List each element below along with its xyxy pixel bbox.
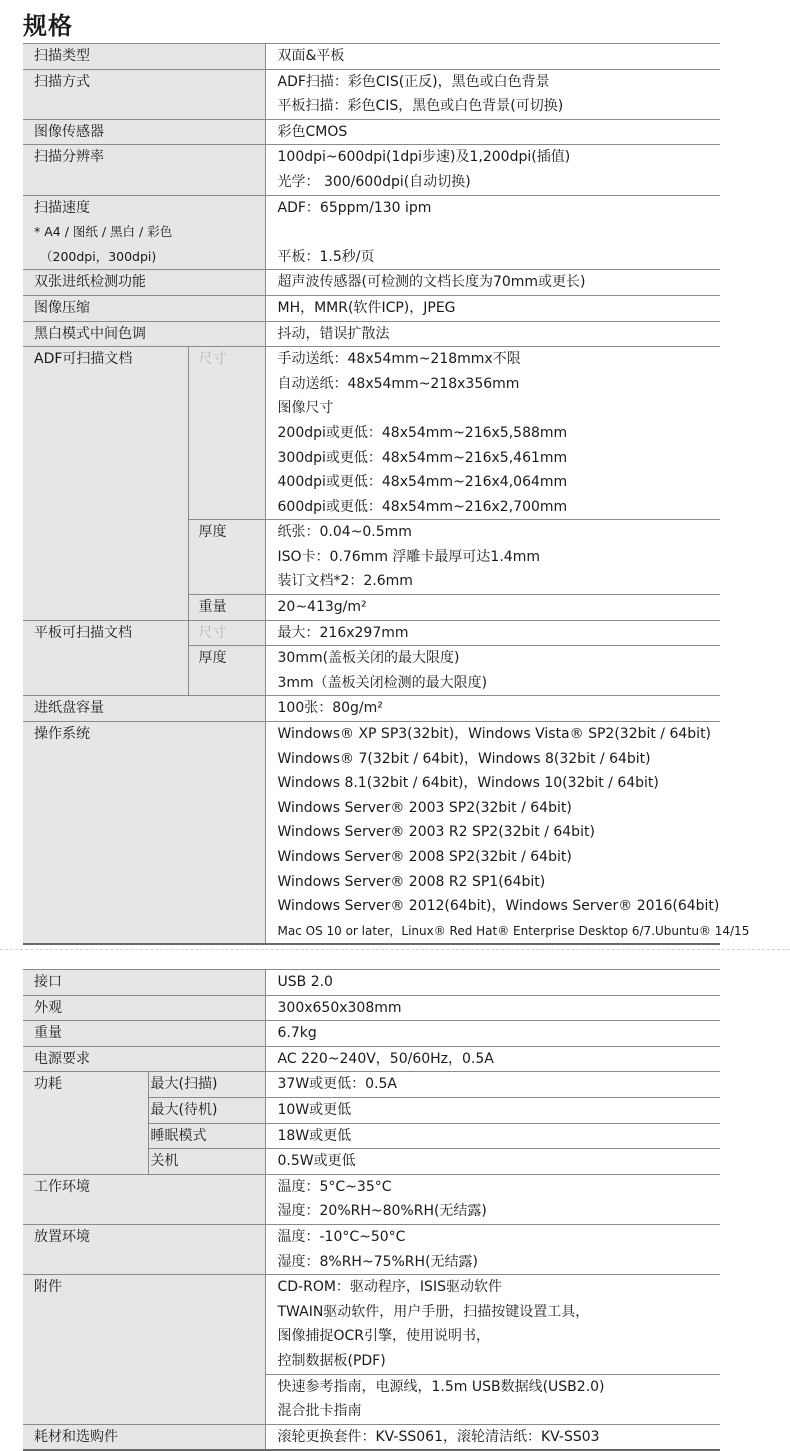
spec-value-line: 600dpi或更低：48x54mm~216x2,700mm	[277, 498, 568, 515]
spec-label: 双张进纸检测功能	[34, 274, 146, 291]
spec-value-line: 200dpi或更低：48x54mm~216x5,588mm	[277, 424, 568, 441]
spec-value-cell	[265, 1097, 720, 1123]
spec-value-line: 双面&平板	[277, 48, 345, 64]
spec-value-cell	[265, 270, 720, 296]
spec-value-line: Windows 8.1(32bit / 64bit)，Windows 10(32bit / 64bit)	[277, 775, 659, 792]
spec-value-cell	[265, 347, 720, 520]
spec-value-cell	[265, 1374, 720, 1424]
spec-label: 黑白模式中间色调	[34, 325, 146, 342]
spec-table-scanning	[23, 43, 750, 945]
spec-label: 接口	[34, 974, 62, 990]
spec-row	[23, 119, 720, 145]
spec-label: 工作环境	[34, 1178, 90, 1195]
spec-label: ADF可扫描文档	[34, 351, 133, 368]
spec-value-line: CD-ROM：驱动程序，ISIS驱动软件	[277, 1279, 502, 1296]
spec-label: 外观	[34, 999, 62, 1016]
spec-value-line: 纸张：0.04~0.5mm	[277, 524, 412, 541]
spec-label-cell	[23, 1021, 265, 1047]
spec-row	[23, 44, 720, 70]
spec-value-line: 光学： 300/600dpi(自动切换)	[277, 173, 471, 190]
spec-row-adf-size	[23, 347, 720, 520]
spec-value-line: 400dpi或更低：48x54mm~216x4,064mm	[277, 474, 568, 491]
spec-value-cell	[265, 69, 720, 119]
spec-value-line: 快速参考指南，电源线，1.5m USB数据线(USB2.0)	[277, 1378, 605, 1395]
spec-value-line: Windows Server® 2008 SP2(32bit / 64bit)	[277, 849, 572, 865]
spec-value-cell	[265, 995, 720, 1021]
spec-row	[23, 1021, 720, 1047]
spec-sublabel: 重量	[198, 599, 227, 616]
spec-sublabel: 关机	[150, 1153, 179, 1170]
spec-label-cell	[23, 696, 265, 722]
spec-label: 进纸盘容量	[34, 700, 104, 717]
spec-sublabel: 尺寸	[198, 624, 227, 641]
spec-value-line: 抖动，错误扩散法	[277, 325, 390, 342]
spec-sublabel: 厚度	[198, 524, 227, 541]
spec-row	[23, 1174, 720, 1224]
spec-label-cell	[23, 1224, 265, 1274]
spec-value-line: 20~413g/m²	[277, 599, 367, 616]
spec-row	[23, 295, 720, 321]
spec-sublabel-cell	[148, 1149, 265, 1175]
spec-value-line: 平板：1.5秒/页	[277, 248, 375, 265]
spec-row	[23, 69, 720, 119]
spec-value-line: AC 220~240V，50/60Hz，0.5A	[277, 1050, 494, 1067]
spec-sublabel: 睡眠模式	[150, 1127, 207, 1144]
spec-label-cell	[23, 145, 265, 195]
spec-label: 电源要求	[34, 1050, 90, 1067]
spec-value-line: 300x650x308mm	[277, 999, 402, 1016]
spec-value-line: Windows Server® 2012(64bit)，Windows Server® 2016(64bit)	[277, 898, 720, 915]
spec-label-note: * A4 / 图纸 / 黑白 / 彩色	[34, 224, 173, 240]
spec-value-line: Windows Server® 2008 R2 SP1(64bit)	[277, 873, 546, 890]
spec-value-line: MH，MMR(软件ICP)，JPEG	[277, 299, 456, 316]
spec-sublabel: 最大(待机)	[150, 1101, 218, 1118]
spec-label: 耗材和选购件	[34, 1428, 118, 1445]
spec-value-line: 图像尺寸	[277, 400, 334, 417]
spec-value-line: 彩色CMOS	[277, 123, 348, 140]
spec-value-line: 3mm（盖板关闭检测的最大限度)	[277, 674, 488, 691]
spec-label-cell	[23, 1072, 148, 1174]
spec-value-line: 超声波传感器(可检测的文档长度为70mm或更长)	[277, 274, 586, 291]
spec-value-line: ADF：65ppm/130 ipm	[277, 199, 432, 216]
spec-row-power	[23, 1072, 720, 1098]
spec-row	[23, 270, 720, 296]
spec-value-line: 装订文档*2：2.6mm	[277, 573, 413, 590]
spec-row-consumables	[23, 1424, 720, 1450]
spec-label-cell	[23, 1275, 265, 1425]
spec-value-line: 图像捕捉OCR引擎，使用说明书，	[277, 1328, 491, 1345]
spec-row	[23, 995, 720, 1021]
spec-value-cell	[265, 595, 720, 621]
page-title: 规格	[23, 12, 73, 40]
spec-label: 功耗	[34, 1076, 62, 1093]
spec-row-accessory	[23, 1275, 720, 1374]
spec-value-line: 18W或更低	[277, 1127, 352, 1144]
spec-label: 图像压缩	[34, 299, 90, 316]
spec-value-line: 6.7kg	[277, 1025, 317, 1042]
spec-label: 操作系统	[34, 726, 90, 743]
spec-value-line: 30mm(盖板关闭的最大限度)	[277, 650, 460, 667]
spec-label-note: （200dpi，300dpi)	[40, 248, 157, 264]
spec-label-cell	[23, 295, 265, 321]
spec-value-line: 湿度：8%RH~75%RH(无结露)	[277, 1253, 478, 1270]
spec-label-cell	[23, 1424, 265, 1450]
spec-label-cell	[23, 620, 188, 696]
spec-row	[23, 321, 720, 347]
spec-value-line: Windows® XP SP3(32bit)，Windows Vista® SP2(32bit / 64bit)	[277, 726, 712, 743]
spec-value-line: 最大：216x297mm	[277, 624, 409, 641]
spec-value-cell	[265, 970, 720, 996]
spec-value-line: 100dpi~600dpi(1dpi步速)及1,200dpi(插值)	[277, 149, 571, 166]
spec-row	[23, 195, 720, 270]
spec-value-line: ISO卡：0.76mm 浮雕卡最厚可达1.4mm	[277, 548, 540, 565]
spec-row	[23, 145, 720, 195]
spec-value-cell	[265, 696, 720, 722]
spec-label-cell	[23, 347, 188, 621]
spec-value-cell	[265, 321, 720, 347]
spec-value-cell	[265, 119, 720, 145]
spec-sublabel: 厚度	[198, 650, 227, 667]
spec-label-cell	[23, 195, 265, 270]
spec-value-cell	[265, 520, 720, 595]
spec-value-cell	[265, 1174, 720, 1224]
spec-value-cell	[265, 1275, 720, 1374]
spec-value-cell	[265, 145, 720, 195]
spec-value-line: Windows Server® 2003 SP2(32bit / 64bit)	[277, 799, 572, 816]
spec-row	[23, 970, 720, 996]
spec-sublabel-cell	[188, 347, 265, 520]
spec-value-cell	[265, 295, 720, 321]
spec-value-line: 滚轮更换套件：KV-SS061，滚轮清洁纸：KV-SS03	[277, 1428, 600, 1445]
spec-label: 扫描类型	[34, 48, 90, 64]
spec-row-flatbed-size	[23, 620, 720, 646]
spec-label-cell	[23, 119, 265, 145]
spec-value-line: 湿度：20%RH~80%RH(无结露)	[277, 1203, 487, 1220]
spec-value-cell	[265, 1021, 720, 1047]
spec-value-line: 0.5W或更低	[277, 1153, 356, 1170]
spec-label-cell	[23, 1174, 265, 1224]
spec-sublabel-cell	[148, 1072, 265, 1098]
spec-label: 附件	[34, 1279, 62, 1296]
spec-label-cell	[23, 722, 265, 945]
spec-value-line: 100张：80g/m²	[277, 700, 383, 717]
spec-row-os	[23, 722, 720, 945]
spec-value-cell	[265, 1424, 720, 1450]
spec-sublabel-cell	[188, 520, 265, 595]
spec-sublabel-cell	[148, 1097, 265, 1123]
spec-value-cell	[265, 195, 720, 270]
spec-value-line: 37W或更低：0.5A	[277, 1076, 397, 1093]
spec-value-cell	[265, 1123, 720, 1149]
spec-value-cell	[265, 44, 720, 70]
spec-label-cell	[23, 1046, 265, 1072]
spec-label-cell	[23, 995, 265, 1021]
spec-label-cell	[23, 44, 265, 70]
spec-value-line: 平板扫描：彩色CIS，黑色或白色背景(可切换)	[277, 98, 564, 115]
spec-label: 平板可扫描文档	[34, 624, 132, 641]
spec-label-cell	[23, 270, 265, 296]
spec-value-cell	[265, 1046, 720, 1072]
spec-label-cell	[23, 970, 265, 996]
spec-sublabel-cell	[188, 620, 265, 646]
spec-value-line: 10W或更低	[277, 1101, 352, 1118]
spec-value-line: 温度：-10°C~50°C	[277, 1228, 406, 1245]
spec-value-line: Windows Server® 2003 R2 SP2(32bit / 64bit)	[277, 824, 595, 841]
spec-value-line: 手动送纸：48x54mm~218mmx不限	[277, 351, 521, 368]
spec-label: 扫描分辨率	[34, 149, 104, 166]
spec-row	[23, 1224, 720, 1274]
spec-value-line: Windows® 7(32bit / 64bit)，Windows 8(32bit / 64bit)	[277, 750, 651, 767]
spec-sublabel: 最大(扫描)	[150, 1076, 218, 1093]
spec-value-cell	[265, 722, 750, 945]
spec-sublabel-cell	[148, 1123, 265, 1149]
spec-value-note: Mac OS 10 or later，Linux® Red Hat® Enterprise Desktop 6/7.Ubuntu® 14/15	[277, 923, 750, 938]
spec-value-cell	[265, 620, 720, 646]
spec-label: 扫描速度	[34, 199, 90, 216]
spec-value-cell	[265, 646, 720, 696]
spec-value-line: 混合批卡指南	[277, 1403, 362, 1420]
spec-value-line: 控制数据板(PDF)	[277, 1352, 386, 1369]
spec-value-line: 300dpi或更低：48x54mm~216x5,461mm	[277, 449, 568, 466]
spec-value-cell	[265, 1072, 720, 1098]
spec-value-line: USB 2.0	[277, 974, 333, 990]
spec-value-line: ADF扫描：彩色CIS(正反)，黑色或白色背景	[277, 73, 550, 90]
spec-sublabel-cell	[188, 595, 265, 621]
spec-label: 放置环境	[34, 1228, 90, 1245]
spec-table-hardware	[23, 969, 720, 1451]
spec-sublabel: 尺寸	[198, 351, 227, 368]
spec-value-cell	[265, 1224, 720, 1274]
spec-sublabel-cell	[188, 646, 265, 696]
spec-label: 扫描方式	[34, 73, 90, 90]
spec-label-cell	[23, 69, 265, 119]
spec-row	[23, 1046, 720, 1072]
spec-value-line	[278, 220, 721, 245]
spec-value-line: TWAIN驱动软件，用户手册，扫描按键设置工具，	[277, 1303, 590, 1320]
spec-label: 重量	[34, 1025, 62, 1042]
spec-value-line: 温度：5°C~35°C	[277, 1178, 392, 1195]
spec-value-cell	[265, 1149, 720, 1175]
spec-label: 图像传感器	[34, 123, 104, 140]
spec-label-cell	[23, 321, 265, 347]
spec-value-line: 自动送纸：48x54mm~218x356mm	[277, 375, 520, 392]
section-divider	[0, 949, 790, 950]
spec-row-tray	[23, 696, 720, 722]
